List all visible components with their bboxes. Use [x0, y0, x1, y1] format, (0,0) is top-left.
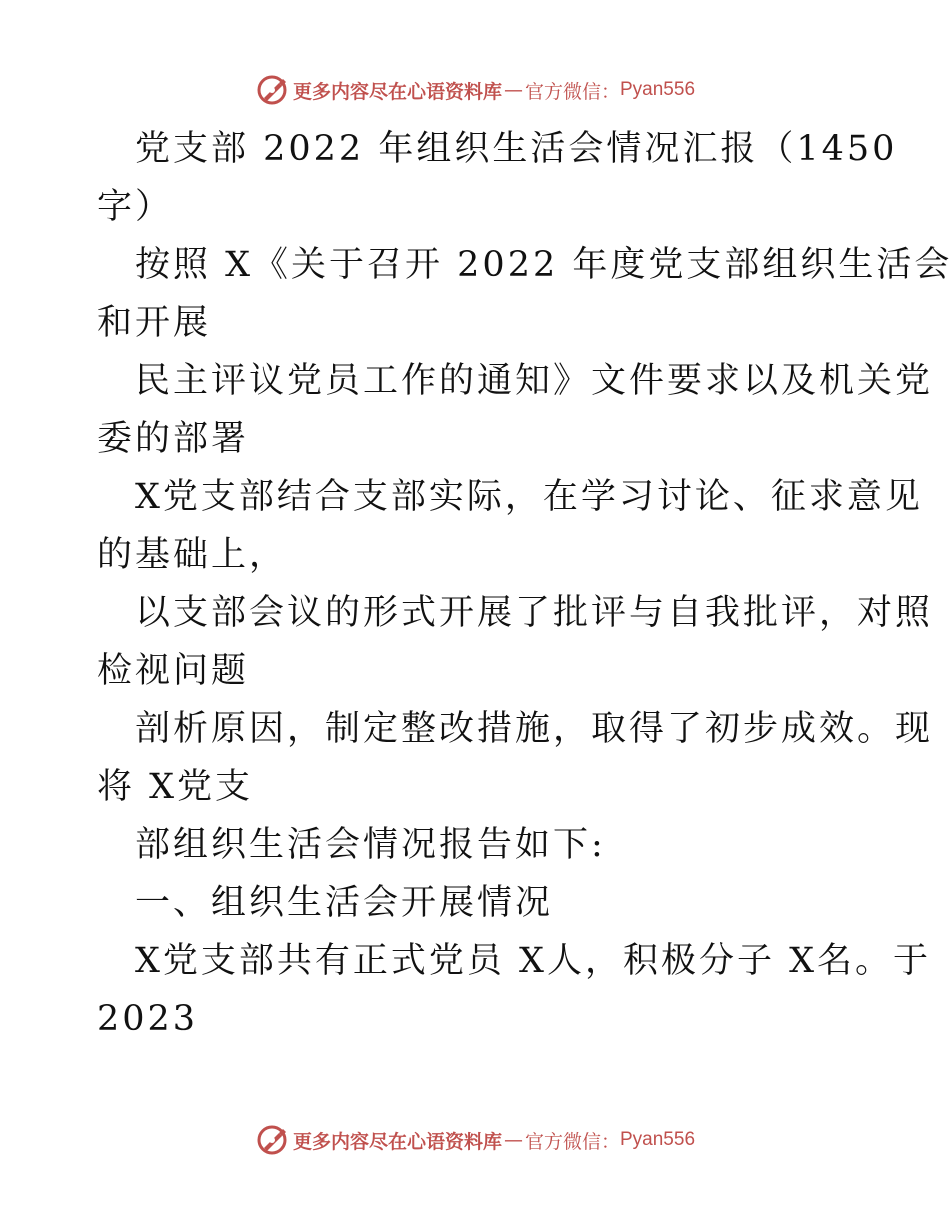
text-line: 和开展: [97, 303, 212, 343]
text-line: 以支部会议的形式开展了批评与自我批评，对照: [135, 593, 934, 633]
watermark-wechat-id: Pyan556: [620, 1129, 696, 1150]
watermark-site: 更多内容尽在心语资料库: [292, 80, 502, 103]
text-line: 按照 X《关于召开 2022 年度党支部组织生活会: [135, 245, 952, 285]
text-line: 的基础上，: [97, 535, 288, 575]
watermark-wechat-label: 官方微信：: [524, 80, 620, 103]
text-line: 部组织生活会情况报告如下:: [135, 825, 606, 865]
text-line: 2023: [97, 999, 199, 1039]
text-line: 委的部署: [97, 419, 250, 459]
document-body: [97, 120, 952, 1048]
pen-logo-icon: [255, 1123, 289, 1157]
text-line: 一、组织生活会开展情况: [135, 883, 554, 923]
text-line: 剖析原因，制定整改措施，取得了初步成效。现: [135, 709, 934, 749]
watermark-separator: —: [503, 79, 523, 101]
pen-logo-icon: [255, 73, 289, 107]
watermark-wechat-id: Pyan556: [620, 79, 696, 100]
watermark-header: [0, 68, 950, 112]
watermark-site: 更多内容尽在心语资料库: [292, 1130, 502, 1153]
text-line: 将 X党支: [97, 767, 254, 807]
watermark-separator: —: [503, 1129, 523, 1151]
text-line: 检视问题: [97, 651, 250, 691]
watermark-wechat-label: 官方微信：: [524, 1130, 620, 1153]
text-line: 党支部 2022 年组织生活会情况汇报（1450: [135, 129, 898, 169]
text-line: X党支部结合支部实际，在学习讨论、征求意见: [135, 477, 923, 517]
text-line: 字）: [97, 187, 174, 227]
text-line: X党支部共有正式党员 X人，积极分子 X名。于: [135, 941, 932, 981]
watermark-footer: [0, 1118, 950, 1162]
text-line: 民主评议党员工作的通知》文件要求以及机关党: [135, 361, 934, 401]
